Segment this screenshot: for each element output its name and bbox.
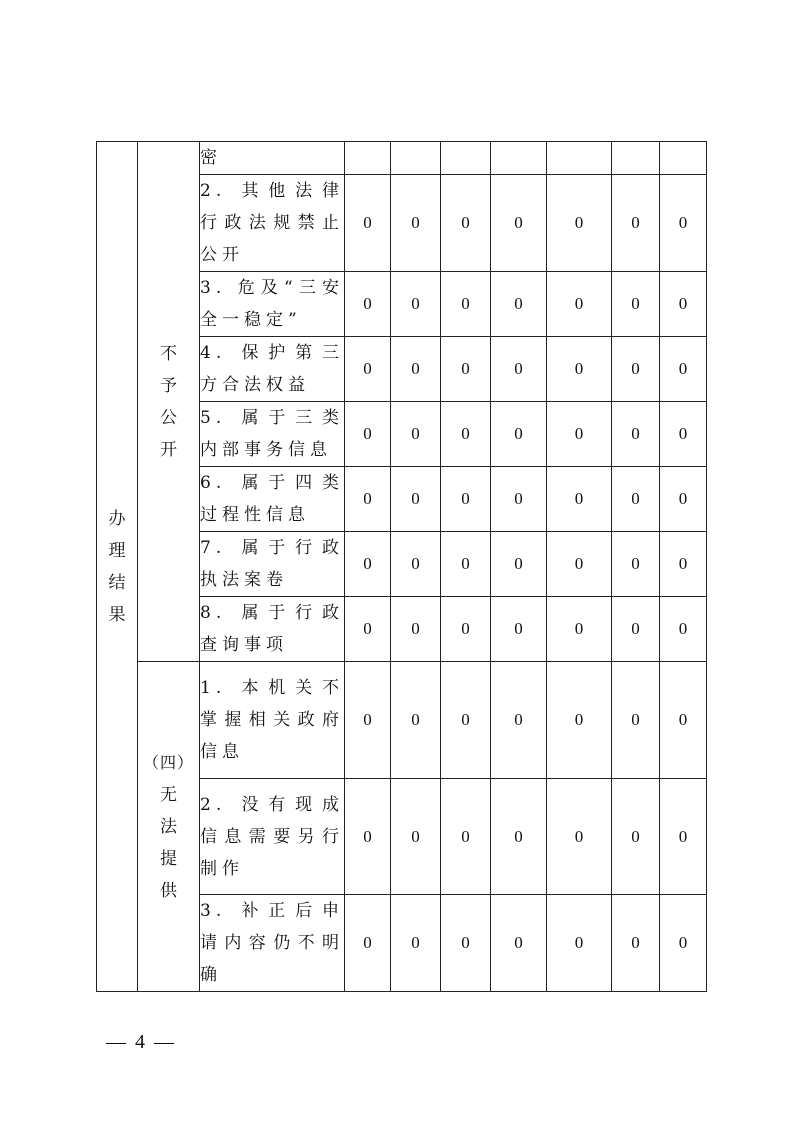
value-cell: 0 xyxy=(441,662,491,779)
value-cell: 0 xyxy=(491,597,547,662)
value-cell: 0 xyxy=(491,779,547,895)
cell-empty xyxy=(612,142,660,175)
row-item-label: 8. 属于行政查询事项 xyxy=(200,597,345,662)
value-cell: 0 xyxy=(612,402,660,467)
table-row xyxy=(97,662,707,779)
value-cell: 0 xyxy=(660,597,707,662)
value-cell: 0 xyxy=(491,467,547,532)
value-cell: 0 xyxy=(441,467,491,532)
value-cell: 0 xyxy=(660,779,707,895)
value-cell: 0 xyxy=(660,662,707,779)
value-cell: 0 xyxy=(391,467,441,532)
value-cell: 0 xyxy=(345,597,391,662)
value-cell: 0 xyxy=(547,467,612,532)
cell-empty xyxy=(391,142,441,175)
value-cell: 0 xyxy=(491,175,547,272)
value-cell: 0 xyxy=(345,402,391,467)
value-cell: 0 xyxy=(345,779,391,895)
value-cell: 0 xyxy=(547,662,612,779)
value-cell: 0 xyxy=(547,532,612,597)
value-cell: 0 xyxy=(547,597,612,662)
value-cell: 0 xyxy=(660,532,707,597)
value-cell: 0 xyxy=(660,895,707,992)
row-item-label: 2. 没有现成信息需要另行制作 xyxy=(200,779,345,895)
cell-empty xyxy=(441,142,491,175)
value-cell: 0 xyxy=(345,337,391,402)
value-cell: 0 xyxy=(612,532,660,597)
cell-empty xyxy=(547,142,612,175)
row-item-label: 7. 属于行政执法案卷 xyxy=(200,532,345,597)
value-cell: 0 xyxy=(491,272,547,337)
value-cell: 0 xyxy=(345,467,391,532)
value-cell: 0 xyxy=(612,467,660,532)
value-cell: 0 xyxy=(612,337,660,402)
value-cell: 0 xyxy=(547,175,612,272)
value-cell: 0 xyxy=(547,779,612,895)
value-cell: 0 xyxy=(547,402,612,467)
value-cell: 0 xyxy=(612,895,660,992)
value-cell: 0 xyxy=(391,175,441,272)
value-cell: 0 xyxy=(391,532,441,597)
value-cell: 0 xyxy=(345,662,391,779)
value-cell: 0 xyxy=(547,895,612,992)
value-cell: 0 xyxy=(391,402,441,467)
value-cell: 0 xyxy=(391,895,441,992)
value-cell: 0 xyxy=(345,532,391,597)
row-item-label: 4. 保护第三方合法权益 xyxy=(200,337,345,402)
row-item-label: 3. 危及“三安全一稳定” xyxy=(200,272,345,337)
value-cell: 0 xyxy=(391,337,441,402)
value-cell: 0 xyxy=(441,337,491,402)
row-item-label: 5. 属于三类内部事务信息 xyxy=(200,402,345,467)
value-cell: 0 xyxy=(491,337,547,402)
value-cell: 0 xyxy=(391,662,441,779)
value-cell: 0 xyxy=(441,532,491,597)
value-cell: 0 xyxy=(660,175,707,272)
cell-empty xyxy=(491,142,547,175)
page-number: — 4 — xyxy=(106,1031,176,1053)
row-item-label: 6. 属于四类过程性信息 xyxy=(200,467,345,532)
value-cell: 0 xyxy=(345,895,391,992)
value-cell: 0 xyxy=(345,272,391,337)
value-cell: 0 xyxy=(660,467,707,532)
value-cell: 0 xyxy=(491,402,547,467)
value-cell: 0 xyxy=(491,532,547,597)
value-cell: 0 xyxy=(391,272,441,337)
value-cell: 0 xyxy=(660,272,707,337)
cell-empty xyxy=(345,142,391,175)
value-cell: 0 xyxy=(612,175,660,272)
row-item-label: 2. 其他法律行政法规禁止公开 xyxy=(200,175,345,272)
value-cell: 0 xyxy=(547,337,612,402)
group-label-refuse: 不 予 公 开 xyxy=(160,343,177,460)
value-cell: 0 xyxy=(345,175,391,272)
section-label-cell xyxy=(97,142,138,992)
row-item-label: 密 xyxy=(200,142,345,175)
value-cell: 0 xyxy=(441,272,491,337)
value-cell: 0 xyxy=(391,779,441,895)
table-row xyxy=(97,142,707,175)
row-item-label: 1. 本机关不掌握相关政府信息 xyxy=(200,662,345,779)
value-cell: 0 xyxy=(441,895,491,992)
value-cell: 0 xyxy=(441,175,491,272)
value-cell: 0 xyxy=(491,662,547,779)
value-cell: 0 xyxy=(547,272,612,337)
value-cell: 0 xyxy=(441,402,491,467)
value-cell: 0 xyxy=(612,662,660,779)
value-cell: 0 xyxy=(660,402,707,467)
value-cell: 0 xyxy=(441,597,491,662)
statistics-table xyxy=(96,141,707,992)
cell-empty xyxy=(660,142,707,175)
value-cell: 0 xyxy=(391,597,441,662)
group-label-cell-unable xyxy=(138,662,200,992)
value-cell: 0 xyxy=(441,779,491,895)
value-cell: 0 xyxy=(491,895,547,992)
value-cell: 0 xyxy=(660,337,707,402)
row-item-label: 3. 补正后申请内容仍不明确 xyxy=(200,895,345,992)
value-cell: 0 xyxy=(612,779,660,895)
value-cell: 0 xyxy=(612,272,660,337)
section-label: 办 理 结 果 xyxy=(108,508,126,625)
group-label-unable: （四） 无 法 提 供 xyxy=(142,752,194,901)
value-cell: 0 xyxy=(612,597,660,662)
group-label-cell-refuse xyxy=(138,142,200,662)
